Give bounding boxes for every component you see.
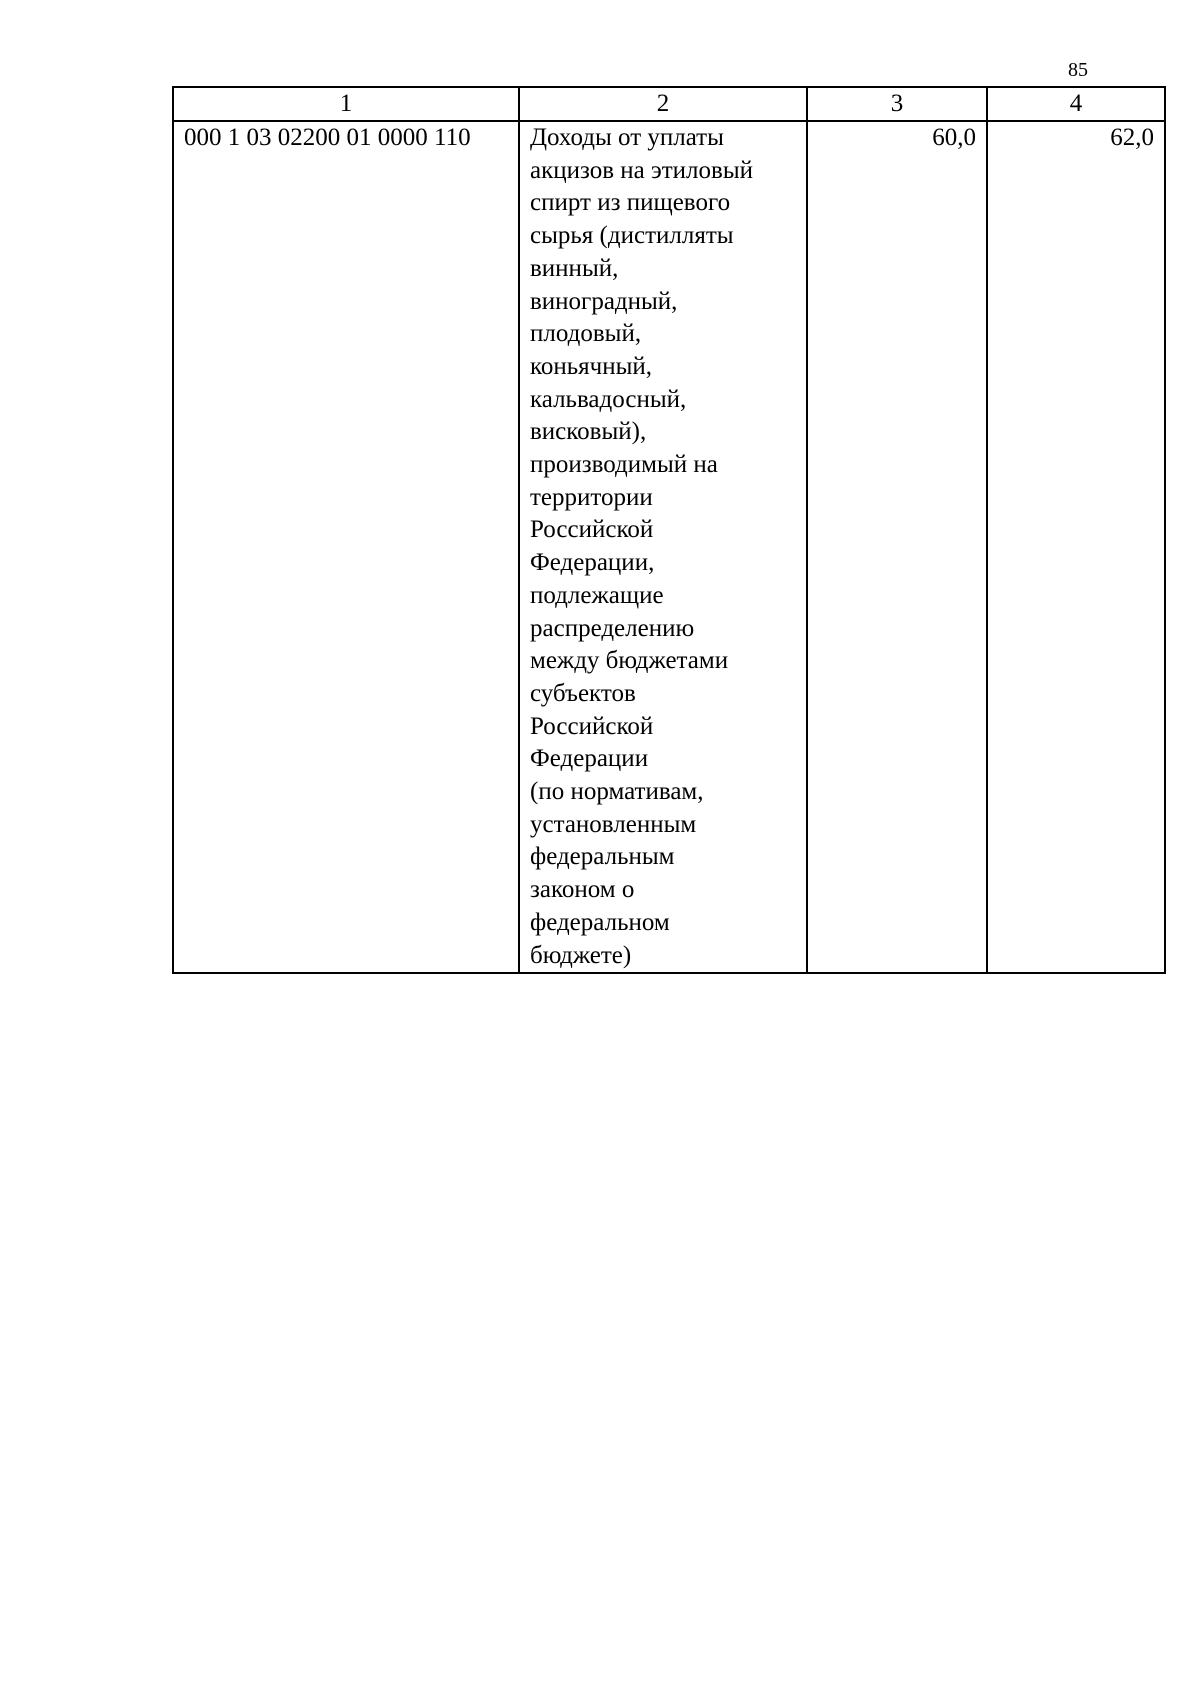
description-line: установленным: [530, 810, 697, 838]
value-col-3-cell: 60,0: [807, 121, 987, 973]
header-col-3: 3: [807, 87, 987, 121]
description-line: субъектов: [530, 679, 636, 707]
description-line: коньячный,: [530, 352, 653, 380]
header-col-2: 2: [519, 87, 807, 121]
description-line: подлежащие: [530, 581, 664, 609]
table-row: [173, 121, 1165, 973]
description-line: Доходы от уплаты: [530, 124, 724, 151]
header-col-1: 1: [173, 87, 519, 121]
description-line: (по нормативам,: [530, 778, 704, 806]
description-line: Российской: [530, 516, 654, 544]
header-row: [173, 87, 1165, 121]
description-line: сырья (дистилляты: [530, 222, 734, 250]
header-col-4: 4: [987, 87, 1165, 121]
description-line: спирт из пищевого: [530, 189, 731, 217]
description-line: между бюджетами: [530, 647, 729, 675]
description-line: висковый),: [530, 418, 647, 446]
value-col-4-cell: 62,0: [987, 121, 1165, 973]
budget-table: [172, 86, 1166, 974]
description-line: бюджете): [530, 941, 632, 969]
description-line: Федерации,: [530, 549, 655, 577]
description-cell: [519, 121, 807, 973]
description-line: производимый на: [530, 451, 718, 479]
description-line: Российской: [530, 712, 654, 740]
description-line: законом о: [530, 876, 635, 904]
description-line: плодовый,: [530, 320, 642, 348]
description-line: Федерации: [530, 745, 649, 773]
description-line: территории: [530, 483, 653, 511]
description-line: распределению: [530, 614, 695, 642]
description-line: федеральном: [530, 908, 670, 936]
page-number: 85: [1068, 59, 1088, 81]
description-line: акцизов на этиловый: [530, 156, 753, 184]
budget-code-cell: 000 1 03 02200 01 0000 110: [173, 121, 519, 973]
description-line: виноградный,: [530, 287, 678, 315]
description-line: винный,: [530, 254, 619, 282]
description-line: кальвадосный,: [530, 385, 687, 413]
description-line: федеральным: [530, 843, 675, 871]
